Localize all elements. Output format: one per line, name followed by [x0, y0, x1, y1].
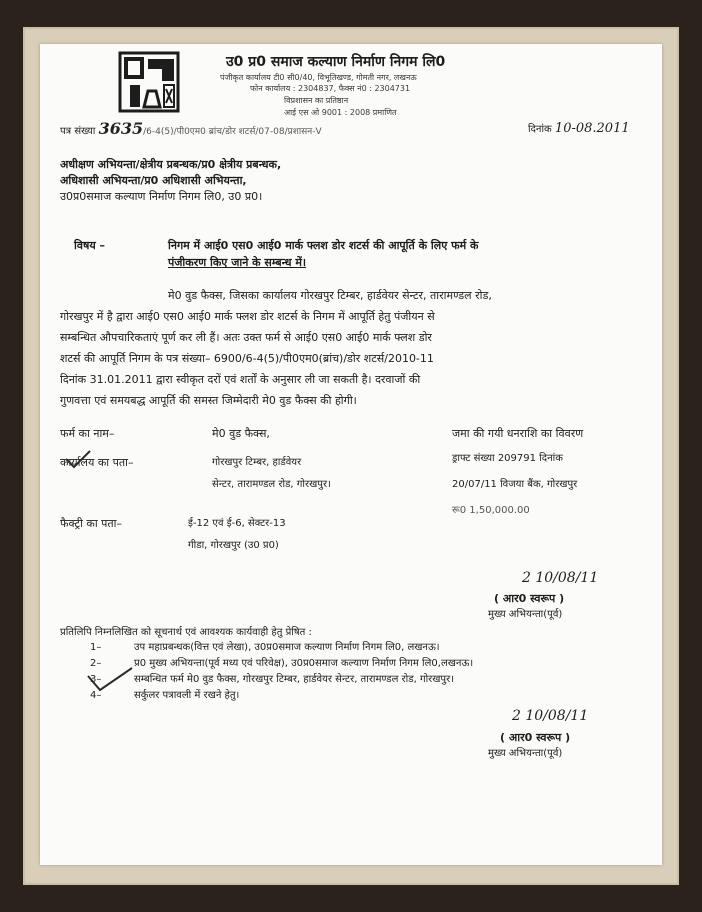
- iso-certification: आई एस ओ 9001 : 2008 प्रमाणित: [284, 108, 397, 117]
- signatory-name: ( आर0 स्वरूप ): [500, 731, 571, 744]
- letter-page: [40, 44, 662, 865]
- factory-label: फैक्ट्री का पता–: [60, 517, 123, 530]
- subject-line-2: पंजीकरण किए जाने के सम्बन्ध में।: [168, 256, 307, 269]
- firm-name: मे0 वुड फैक्स,: [212, 427, 270, 440]
- body-line: शटर्स की आपूर्ति निगम के पत्र संख्या– 6900/6-4(5)/पी0एम0(ब्रांच)/डोर शटर्स/2010-11: [60, 352, 434, 365]
- ref-date-value: 10-08.2011: [554, 121, 630, 136]
- organization-logo: [118, 51, 180, 113]
- signature-scrawl: 2 10/08/11: [512, 708, 589, 724]
- signature-scrawl: 2 10/08/11: [522, 570, 599, 586]
- org-name: उ0 प्र0 समाज कल्याण निर्माण निगम लि0: [226, 54, 446, 70]
- firm-office-line-2: सेन्टर, तारामण्डल रोड, गोरखपुर।: [212, 479, 331, 490]
- copy-item-text: उप महाप्रबन्धक(वित्त एवं लेखा), उ0प्र0समाज कल्याण निर्माण निगम लि0, लखनऊ।: [134, 642, 440, 653]
- signatory-name: ( आर0 स्वरूप ): [494, 592, 565, 605]
- org-address: पंजीकृत कार्यालय टी0 सी0/40, विभूतिखण्ड, गोमती नगर, लखनऊ: [220, 73, 417, 82]
- copy-item-number: 1–: [90, 642, 102, 653]
- recipient-line-1: अधीक्षण अभियन्ता/क्षेत्रीय प्रबन्धक/प्र0 क्षेत्रीय प्रबन्धक,: [60, 158, 282, 171]
- firm-name-label: फर्म का नाम–: [60, 427, 115, 440]
- signatory-designation: मुख्य अभियन्ता(पूर्व): [488, 609, 563, 620]
- deposit-line-2: 20/07/11 विजया बैंक, गोरखपुर: [452, 479, 578, 490]
- subject-line-1: निगम में आई0 एस0 आई0 मार्क फ्लश डोर शटर्स की आपूर्ति के लिए फर्म के: [168, 239, 479, 252]
- recipient-line-3: उ0प्र0समाज कल्याण निर्माण निगम लि0, उ0 प्र0।: [60, 190, 263, 203]
- deposit-line-1: ड्राफ्ट संख्या 209791 दिनांक: [452, 453, 563, 464]
- body-line: गोरखपुर में है द्वारा आई0 एस0 आई0 मार्क फ्लश डोर शटर्स के निगम में आपूर्ति हेतु पंजीयन से: [60, 310, 435, 323]
- org-dept: विप्रशासन का प्रतिष्ठान: [284, 96, 349, 105]
- ref-number-label: पत्र संख्या: [60, 126, 96, 137]
- signatory-designation: मुख्य अभियन्ता(पूर्व): [488, 748, 563, 759]
- ref-number-rest: /6-4(5)/पी0एम0 ब्रांच/डोर शटर्स/07-08/प्रशासन-V: [143, 127, 322, 137]
- copy-item-text: सम्बन्धित फर्म मे0 वुड फैक्स, गोरखपुर टिम्बर, हार्डवेयर सेन्टर, तारामण्डल रोड, गोरखपुर।: [134, 674, 454, 685]
- check-mark-icon: [86, 666, 134, 694]
- body-line: दिनांक 31.01.2011 द्वारा स्वीकृत दरों एवं शर्तों के अनुसार ली जा सकती है। दरवाजों की: [60, 373, 421, 386]
- recipient-line-2: अधिशासी अभियन्ता/प्र0 अधिशासी अभियन्ता,: [60, 174, 247, 187]
- org-contact: फोन कार्यालय : 2304837, फैक्स नं0 : 2304731: [250, 84, 411, 93]
- deposit-title: जमा की गयी धनराशि का विवरण: [452, 427, 584, 440]
- copy-item-number: 4–: [90, 690, 102, 701]
- deposit-line-3: रू0 1,50,000.00: [452, 505, 530, 516]
- body-line: मे0 वुड फैक्स, जिसका कार्यालय गोरखपुर टिम्बर, हार्डवेयर सेन्टर, तारामण्डल रोड,: [168, 289, 492, 302]
- reference-line: [60, 119, 322, 138]
- body-line: सम्बन्धित औपचारिकताएं पूर्ण कर ली हैं। अतः उक्त फर्म से आई0 एस0 आई0 मार्क फ्लश डोर: [60, 331, 432, 344]
- ref-date-label: दिनांक: [528, 124, 552, 135]
- copy-item-text: प्र0 मुख्य अभियन्ता(पूर्व मध्य एवं परिवेक्ष), उ0प्र0समाज कल्याण निर्माण निगम लि0,लखनऊ।: [134, 658, 474, 669]
- factory-line-1: ई-12 एवं ई-6, सेक्टर-13: [188, 518, 286, 529]
- body-line: गुणवत्ता एवं समयबद्ध आपूर्ति की समस्त जिम्मेदारी मे0 वुड फैक्स की होगी।: [60, 394, 357, 407]
- check-mark-icon: [64, 449, 92, 471]
- copy-item-number: 2–: [90, 658, 102, 669]
- factory-line-2: गीडा, गोरखपुर (उ0 प्र0): [188, 540, 279, 551]
- copy-item-text: सर्कुलर पत्रावली में रखने हेतु।: [134, 690, 240, 701]
- firm-office-line-1: गोरखपुर टिम्बर, हार्डवेयर: [212, 457, 302, 468]
- copy-item-number: 3–: [90, 674, 102, 685]
- firm-office-label: कार्यालय का पता–: [60, 456, 134, 469]
- copy-to-heading: प्रतिलिपि निम्नलिखित को सूचनार्थ एवं आवश्यक कार्यवाही हेतु प्रेषित :: [60, 627, 312, 638]
- subject-label: विषय –: [74, 239, 106, 252]
- ref-date: [528, 123, 630, 136]
- ref-number: 3635: [98, 119, 144, 138]
